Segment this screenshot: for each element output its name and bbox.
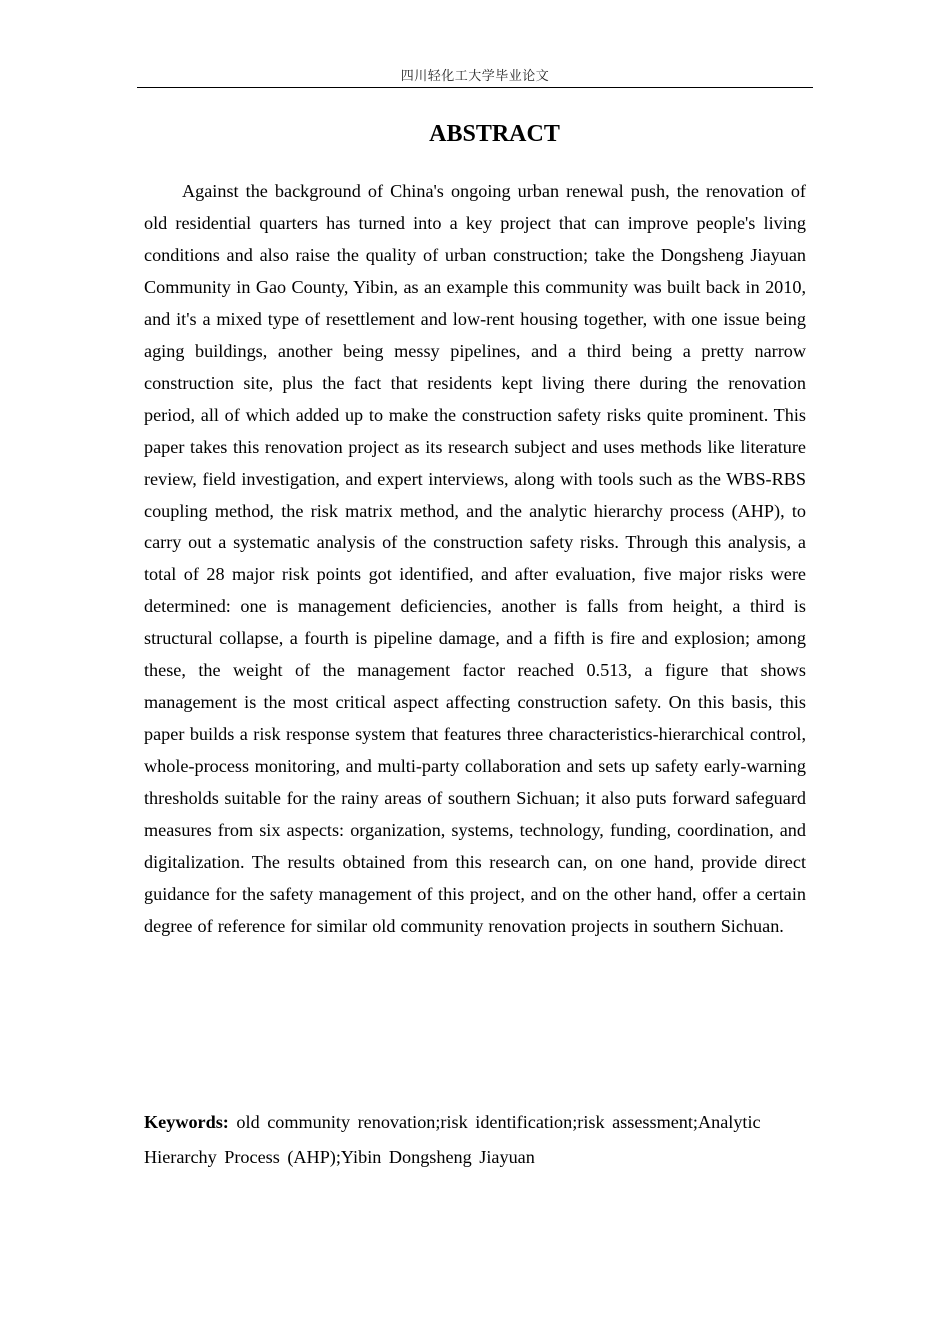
abstract-body: Against the background of China's ongoing urban renewal push, the renovation of old residential quarters has turned into a key project that can improve people's living conditions and also raise the quality of urban construction; take the Dongsheng Jiayuan Community in Gao County, Yibin, as an example this community was built back in 2010, and it's a mixed type of resettlement and low-rent housing together, with one issue being aging buildings, another being messy pipelines, and a third being a pretty narrow construction site, plus the fact that residents kept living there during the renovation period, all of which added up to make the construction safety risks quite prominent. This paper takes this renovation project as its research subject and uses methods like literature review, field investigation, and expert interviews, along with tools such as the WBS-RBS coupling method, the risk matrix method, and the analytic hierarchy process (AHP), to carry out a systematic analysis of the construction safety risks. Through this analysis, a total of 28 major risk points got identified, and after evaluation, five major risks were determined: one is management deficiencies, another is falls from height, a third is structural collapse, a fourth is pipeline damage, and a fifth is fire and explosion; among these, the weight of the management factor reached 0.513, a figure that shows management is the most critical aspect affecting construction safety. On this basis, this paper builds a risk response system that features three characteristics-hierarchical control, whole-process monitoring, and multi-party collaboration and sets up safety early-warning thresholds suitable for the rainy areas of southern Sichuan; it also puts forward safeguard measures from six aspects: organization, systems, technology, funding, coordination, and digitalization. The results obtained from this research can, on one hand, provide direct guidance for the safety management of this project, and on the other hand, offer a certain degree of reference for similar old community renovation projects in southern Sichuan. [144,181,806,936]
keywords-paragraph [144,1105,806,1175]
keywords-label: Keywords: [144,1112,229,1132]
running-header: 四川轻化工大学毕业论文 [400,69,550,84]
abstract-title: ABSTRACT [429,121,560,147]
keywords-text: old community renovation;risk identification;risk assessment;Analytic Hierarchy Process (AHP);Yibin Dongsheng Jiayuan [144,1112,761,1167]
header-divider [137,87,813,88]
